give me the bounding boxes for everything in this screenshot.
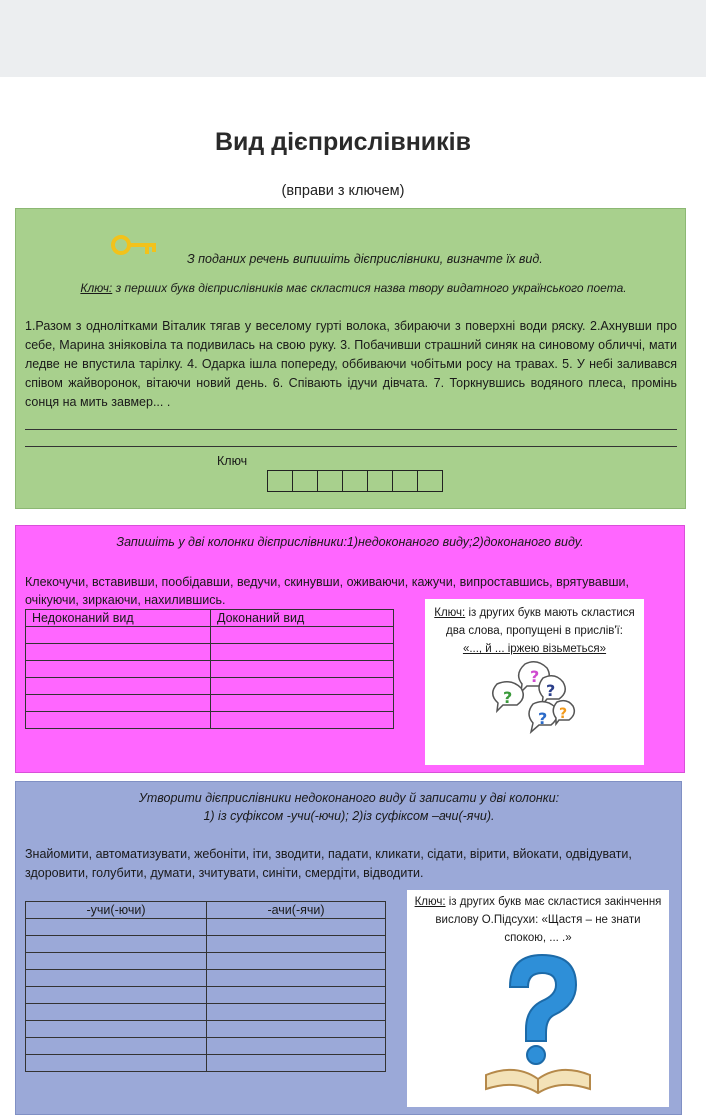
- task-line-2: 1) із суфіксом -учи(-ючи); 2)із суфіксом –ачи(-ячи).: [203, 809, 495, 823]
- table-cell[interactable]: [26, 1055, 207, 1072]
- table-cell[interactable]: [26, 1038, 207, 1055]
- table-cell[interactable]: [207, 970, 386, 987]
- exercise-2-task: Запишіть у дві колонки дієприслівники:1)недоконаного виду;2)доконаного виду.: [116, 535, 584, 549]
- answer-cell[interactable]: [343, 471, 368, 491]
- page-title: Вид дієприслівників: [215, 128, 471, 156]
- table-header: -ачи(-ячи): [207, 902, 386, 919]
- answer-cell[interactable]: [368, 471, 393, 491]
- answer-cell[interactable]: [268, 471, 293, 491]
- table-header: Доконаний вид: [211, 610, 394, 627]
- table-cell[interactable]: [207, 1055, 386, 1072]
- svg-text:?: ?: [529, 667, 539, 686]
- answer-cell[interactable]: [393, 471, 418, 491]
- page-subtitle: (вправи з ключем): [281, 183, 405, 199]
- table-cell[interactable]: [26, 970, 207, 987]
- table-header: -учи(-ючи): [26, 902, 207, 919]
- table-cell[interactable]: [207, 936, 386, 953]
- table-row: [26, 936, 386, 953]
- table-cell[interactable]: [26, 1021, 207, 1038]
- aspect-table[interactable]: [25, 609, 394, 729]
- table-cell[interactable]: [26, 1004, 207, 1021]
- table-header: Недоконаний вид: [26, 610, 211, 627]
- suffix-table[interactable]: [25, 901, 386, 1072]
- table-cell[interactable]: [207, 953, 386, 970]
- question-bubbles-icon: [475, 658, 595, 734]
- table-row: [26, 678, 394, 695]
- table-row: [26, 987, 386, 1004]
- exercise-2-panel: [15, 525, 685, 773]
- answer-cell[interactable]: [418, 471, 442, 491]
- exercise-1-key: [36, 279, 671, 297]
- answer-key-label: Ключ: [217, 454, 248, 468]
- table-cell[interactable]: [211, 695, 394, 712]
- table-cell[interactable]: [211, 644, 394, 661]
- key-icon: [109, 230, 159, 260]
- table-row: [26, 1038, 386, 1055]
- table-cell[interactable]: [211, 627, 394, 644]
- hint-label: Ключ:: [414, 896, 446, 908]
- table-cell[interactable]: [26, 936, 207, 953]
- table-cell[interactable]: [207, 1021, 386, 1038]
- exercise-1-panel: [15, 208, 686, 509]
- exercise-3-task: [16, 789, 682, 825]
- exercise-1-sentences: 1.Разом з однолітками Віталик тягав у веселому гурті волока, збираючи з поверхні води ряску. 2.Ахнувши про себе, Марина зніяковіла та подивилась на свою руку. 3. Побачивши страшний синяк на синовому обличчі, мати ледве не впустила тарілку. 4. Одарка ішла попереду, оббиваючи чобітьми росу на травах. 5. У небі заливався співом жайворонок, вітаючи новий день. 6. Співають ідучи дівчата. 7. Торкнувшись водяного плеса, промінь сонця на мить завмер... .: [25, 319, 677, 409]
- table-row: [26, 1055, 386, 1072]
- table-cell[interactable]: [26, 661, 211, 678]
- hint-quote: «..., й ... іржею візьметься»: [462, 643, 607, 655]
- svg-text:?: ?: [537, 709, 547, 728]
- table-cell[interactable]: [207, 1004, 386, 1021]
- table-cell[interactable]: [26, 953, 207, 970]
- exercise-2-words: Клекочучи, вставивши, пообідавши, ведучи, скинувши, оживаючи, кажучи, випроставшись, врятувавши, очікуючи, зиркаючи, нахилившись.: [25, 575, 629, 607]
- answer-cell[interactable]: [318, 471, 343, 491]
- exercise-3-panel: [15, 781, 682, 1115]
- exercise-3-hint: [407, 890, 669, 1107]
- table-cell[interactable]: [26, 644, 211, 661]
- table-header-row: [26, 610, 394, 627]
- table-row: [26, 970, 386, 987]
- question-book-icon: [468, 947, 608, 1097]
- table-row: [26, 919, 386, 936]
- hint-text: із других букв має скластися закінчення вислову О.Підсухи: «Щастя – не знати спокою, ... .»: [435, 896, 662, 944]
- table-cell[interactable]: [207, 1038, 386, 1055]
- table-cell[interactable]: [211, 678, 394, 695]
- svg-text:?: ?: [502, 688, 512, 707]
- table-row: [26, 712, 394, 729]
- table-row: [26, 695, 394, 712]
- table-row: [26, 627, 394, 644]
- svg-text:?: ?: [558, 706, 567, 722]
- table-row: [26, 644, 394, 661]
- table-cell[interactable]: [211, 661, 394, 678]
- hint-label: Ключ:: [434, 607, 466, 619]
- svg-text:?: ?: [545, 681, 555, 700]
- table-cell[interactable]: [26, 627, 211, 644]
- exercise-2-hint: [425, 599, 644, 765]
- table-row: [26, 1004, 386, 1021]
- answer-line-2: [25, 446, 677, 447]
- answer-cells[interactable]: [267, 470, 443, 492]
- table-cell[interactable]: [26, 919, 207, 936]
- table-cell[interactable]: [26, 712, 211, 729]
- table-cell[interactable]: [26, 678, 211, 695]
- table-cell[interactable]: [26, 987, 207, 1004]
- answer-cell[interactable]: [293, 471, 318, 491]
- key-text: з перших букв дієприслівників має скластися назва твору видатного українського поета.: [115, 281, 627, 295]
- table-cell[interactable]: [207, 987, 386, 1004]
- table-row: [26, 953, 386, 970]
- answer-line-1: [25, 429, 677, 430]
- hint-text: із других букв мають скластися два слова, пропущені в прислів'ї:: [446, 607, 635, 637]
- table-row: [26, 661, 394, 678]
- top-bar: [0, 0, 706, 77]
- table-cell[interactable]: [26, 695, 211, 712]
- task-line-1: Утворити дієприслівники недоконаного виду й записати у дві колонки:: [138, 791, 560, 805]
- table-row: [26, 1021, 386, 1038]
- key-label: Ключ:: [80, 281, 113, 295]
- exercise-1-task: З поданих речень випишіть дієприслівники, визначте їх вид.: [187, 252, 543, 266]
- exercise-3-words: Знайомити, автоматизувати, жебоніти, іти, зводити, падати, кликати, сідати, вірити, вйокати, одвідувати, здоровити, голубити, думати, зчитувати, синіти, смердіти, відводити.: [25, 847, 632, 880]
- table-cell[interactable]: [211, 712, 394, 729]
- table-header-row: [26, 902, 386, 919]
- table-cell[interactable]: [207, 919, 386, 936]
